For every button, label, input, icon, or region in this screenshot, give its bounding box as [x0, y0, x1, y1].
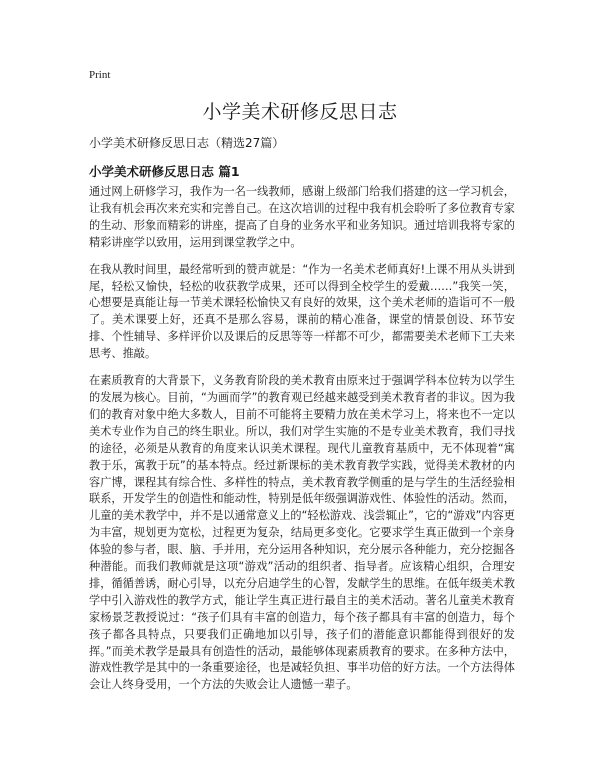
document-subtitle: 小学美术研修反思日志（精选27篇）: [89, 136, 285, 150]
paragraph-3: 在素质教育的大背景下，义务教育阶段的美术教育由原来过于强调学科本位转为以学生的发展为核心。目前，“为画而学”的教育观已经越来越受到美术教育者的非议。因为我们的教育对象中绝大多数人，目前不可能将主要精力放在美术学习上，将来也不一定以美术专业作为自己的终生职业。所以，我们对学生实施的不是专业美术教育，我们寻找的途径，必须是从教育的角度来认识美术课程。现代儿童教育基质中，无不体现着“寓教于乐，寓教于玩”的基本特点。经过新课标的美术教育教学实践，觉得美术教材的内容广博，课程其有综合性、多样性的特点，美术教育教学侧重的是与学生的生活经验相联系，开发学生的创造性和能动性，特别是低年级强调游戏性、体验性的活动。然而，儿童的美术教学中，并不是以通常意义上的“轻松游戏、浅尝辄止”，它的“游戏”内容更为丰富，规划更为宽松，过程更为复杂，结局更多变化。它要求学生真正做到一个亲身体验的参与者，眼、脑、手并用，充分运用各种知识，充分展示各种能力，充分挖掘各种潜能。而我们教师就是这项“游戏”活动的组织者、指导者。应该精心组织，合理安排，循循善诱，耐心引导，以充分启迪学生的心智，发献学生的思维。在低年级美术教学中引入游戏性的教学方式，能让学生真正进行最自主的美术活动。著名儿童美术教育家杨景芝教授说过：“孩子们具有丰富的创造力，每个孩子都具有丰富的创造力，每个孩子都各具特点，只要我们正确地加以引导，孩子们的潜能意识都能得到很好的发挥。”而美术教学是最具有创造性的活动，最能够体现素质教育的要求。在多种方法中，游戏性教学是其中的一条重要途径，也是减轻负担、事半功倍的好方法。一个方法得体会让人终身受用，一个方法的失败会让人遗憾一辈子。: [89, 374, 515, 692]
print-link[interactable]: Print: [89, 69, 111, 81]
section-heading: 小学美术研修反思日志 篇1: [89, 164, 240, 179]
paragraph-1: 通过网上研修学习，我作为一名一线教师，感谢上级部门给我们搭建的这一学习机会，让我有机会再次来充实和完善自己。在这次培训的过程中我有机会聆听了多位教育专家的生动、形象而精彩的讲座，提高了自身的业务水平和业务知识。通过培训我将专家的精彩讲座学以致用，运用到课堂教学之中。: [89, 185, 515, 249]
page-title: 小学美术研修反思日志: [202, 101, 398, 123]
paragraph-2: 在我从教时间里，最经常听到的赞声就是：“作为一名美术老师真好!上课不用从头讲到尾，轻松又愉快，轻松的收获教学成果，还可以得到全校学生的爱戴……”我笑一笑，心想要是真能让每一节美术课轻松愉快又有良好的效果，这个美术老师的造诣可不一般了。美术课要上好，还真不是那么容易，课前的精心准备，课堂的情景创设、环节安排、个性辅导、多样评价以及课后的反思等等一样都不可少，都需要美术老师下工夫来思考、推敲。: [89, 262, 515, 361]
article-body: [89, 184, 515, 704]
